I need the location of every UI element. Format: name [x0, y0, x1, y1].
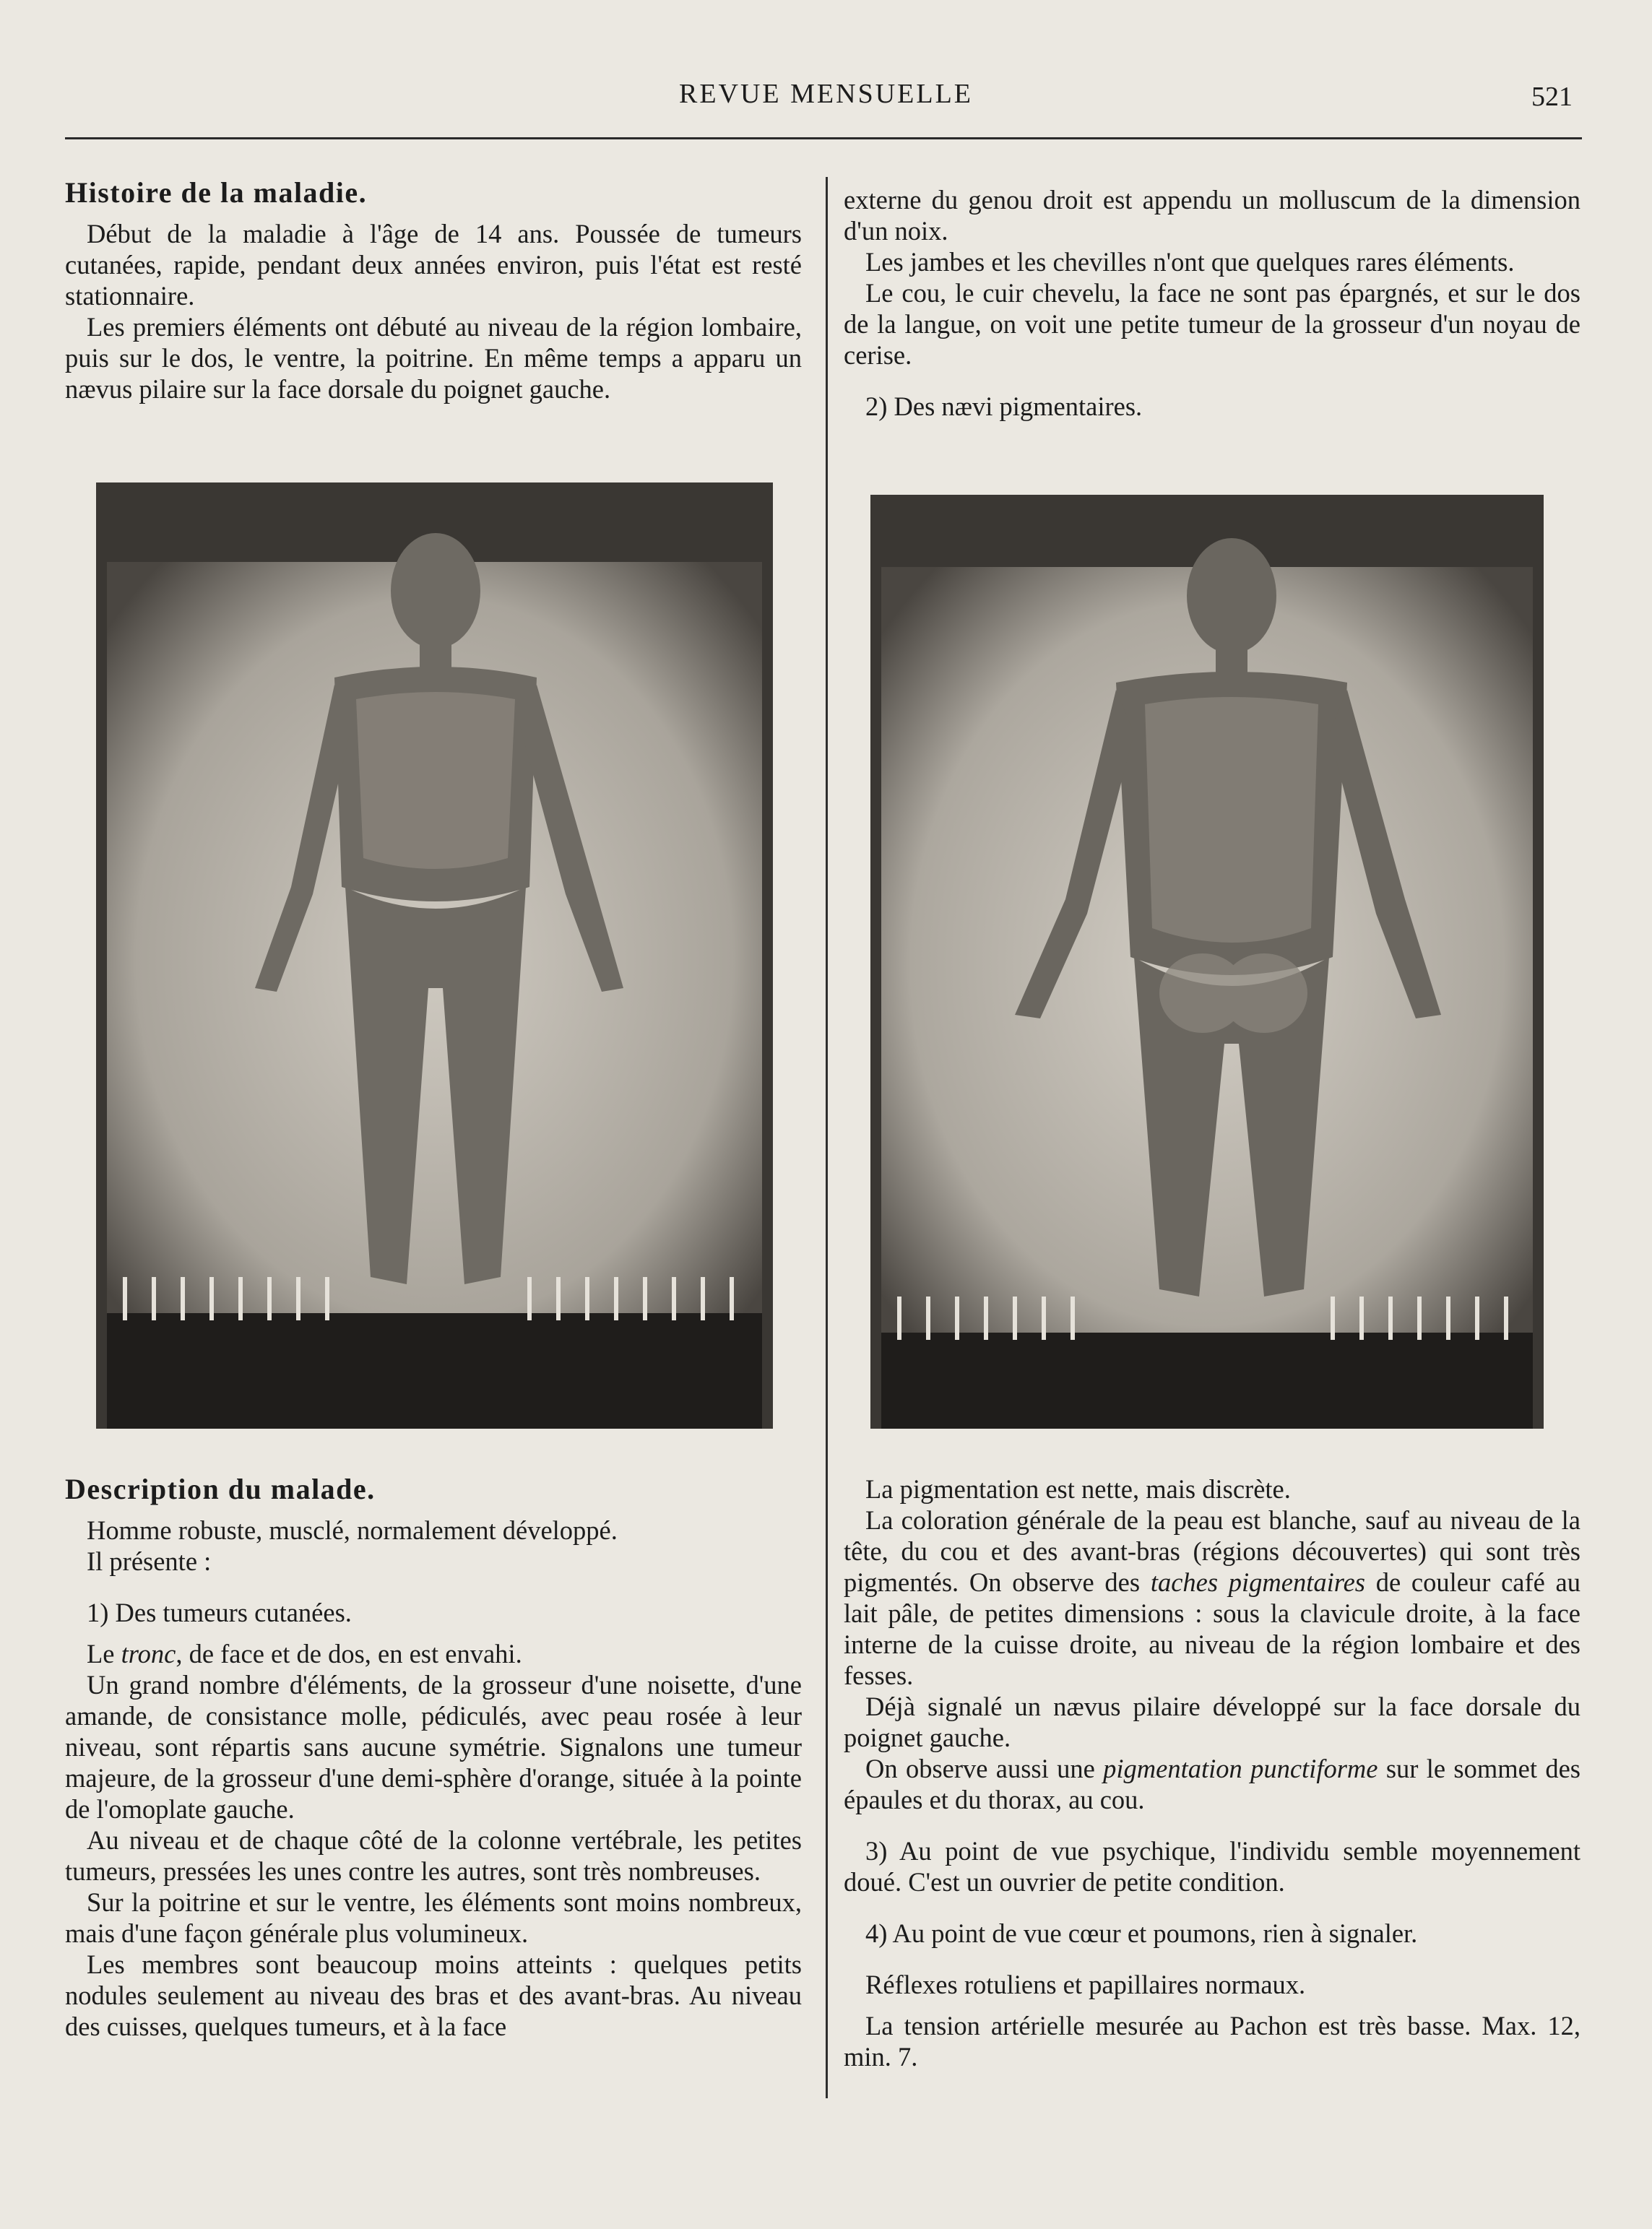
page-number: 521 — [1531, 82, 1573, 112]
coloration-paragraph: La coloration générale de la peau est blanche, sauf au niveau de la tête, du cou et des avant-bras (régions découvertes) qui sont très pigmentés. On observe des taches pigmentaires de couleur café au lait pâle, de petites dimensions : sous la clavicule droite, à la face interne de la cuisse droite, au niveau de la région lombaire et des fesses. — [844, 1505, 1580, 1690]
patient-back-photo — [870, 495, 1544, 1429]
tronc-italic: tronc — [121, 1639, 176, 1668]
history-paragraph-2: Les premiers éléments ont débuté au niveau de la région lombaire, puis sur le dos, le ventre, la poitrine. En même temps a apparu un nævus pilaire sur la face dorsale du poignet gauche. — [65, 312, 802, 404]
cou-paragraph: Le cou, le cuir chevelu, la face ne sont pas épargnés, et sur le dos de la langue, on voit une petite tumeur de la grosseur d'un noyau de cerise. — [844, 278, 1580, 370]
continuation-paragraph: externe du genou droit est appendu un molluscum de la dimension d'un noix. — [844, 185, 1580, 246]
item-3-paragraph: 3) Au point de vue psychique, l'individu semble moyennement doué. C'est un ouvrier de petite condition. — [844, 1836, 1580, 1897]
history-paragraph-1: Début de la maladie à l'âge de 14 ans. Poussée de tumeurs cutanées, rapide, pendant deux années environ, puis l'état est resté stationnaire. — [65, 219, 802, 311]
item-1-heading: 1) Des tumeurs cutanées. — [87, 1598, 352, 1627]
header-rule — [65, 137, 1582, 139]
punctiforme-paragraph: On observe aussi une pigmentation punctiforme sur le sommet des épaules et du thorax, au cou. — [844, 1754, 1580, 1814]
description-paragraph-3: Sur la poitrine et sur le ventre, les éléments sont moins nombreux, mais d'une façon générale plus volumineux. — [65, 1887, 802, 1948]
punctiforme-italic: pigmentation punctiforme — [1103, 1754, 1378, 1783]
description-section — [65, 1473, 802, 2042]
naevus-paragraph: Déjà signalé un nævus pilaire développé sur la face dorsale du poignet gauche. — [844, 1692, 1580, 1752]
intro-line-1: Homme robuste, musclé, normalement développé. — [87, 1515, 618, 1545]
column-divider — [826, 177, 828, 2098]
right-bottom-section — [844, 1473, 1580, 2072]
description-heading: Description du malade. — [65, 1473, 376, 1505]
running-title: REVUE MENSUELLE — [678, 79, 974, 109]
intro-line-2: Il présente : — [87, 1546, 212, 1576]
history-section — [65, 177, 802, 404]
description-paragraph-4: Les membres sont beaucoup moins atteints : quelques petits nodules seulement au niveau des bras et des avant-bras. Au niveau des cuisses, quelques tumeurs, et à la face — [65, 1949, 802, 2041]
description-paragraph-1: Un grand nombre d'éléments, de la grosseur d'une noisette, d'une amande, de consistance molle, pédiculés, avec peau rosée à leur niveau, sont répartis sans aucune symétrie. Signalons une tumeur majeure, de la grosseur d'une demi-sphère d'orange, située à la pointe de l'omoplate gauche. — [65, 1670, 802, 1824]
patient-front-photo — [96, 482, 773, 1429]
item-2-heading: 2) Des nævi pigmentaires. — [865, 391, 1143, 421]
item-4-paragraph: 4) Au point de vue cœur et poumons, rien à signaler. — [865, 1918, 1418, 1948]
taches-italic: taches pigmentaires — [1150, 1567, 1366, 1597]
tension-paragraph: La tension artérielle mesurée au Pachon est très basse. Max. 12, min. 7. — [844, 2011, 1580, 2072]
tronc-sentence: Le tronc, de face et de dos, en est envahi. — [87, 1639, 522, 1668]
reflexes-line: Réflexes rotuliens et papillaires normaux. — [865, 1970, 1306, 1999]
history-heading: Histoire de la maladie. — [65, 176, 368, 209]
right-top-section — [844, 184, 1580, 422]
description-paragraph-2: Au niveau et de chaque côté de la colonne vertébrale, les petites tumeurs, pressées les unes contre les autres, sont très nombreuses. — [65, 1825, 802, 1886]
pigmentation-line: La pigmentation est nette, mais discrète. — [865, 1474, 1291, 1504]
jambes-paragraph: Les jambes et les chevilles n'ont que quelques rares éléments. — [865, 247, 1515, 277]
